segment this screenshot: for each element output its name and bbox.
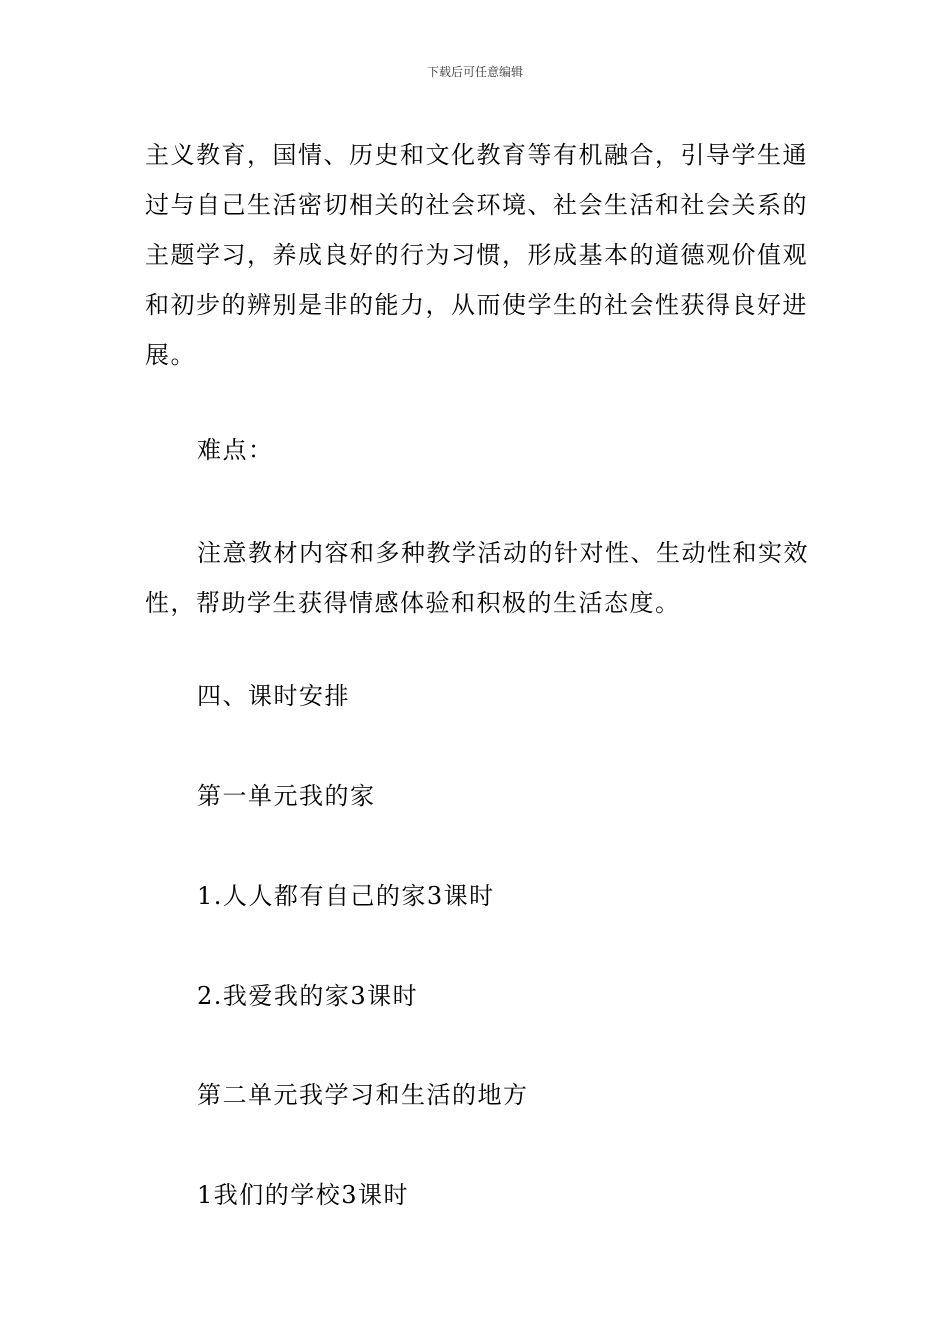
paragraph-education-goals: 主义教育，国情、历史和文化教育等有机融合，引导学生通过与自己生活密切相关的社会环境、社会生活和社会关系的主题学习，养成良好的行为习惯，形成基本的道德观价值观和初步的辨别是非的能力，从而使学生的社会性获得良好进展。 bbox=[145, 141, 808, 369]
unit-title-1: 第一单元我的家 bbox=[197, 782, 376, 810]
unit2-lesson-1: 1我们的学校3课时 bbox=[197, 1181, 410, 1209]
unit-title-2: 第二单元我学习和生活的地方 bbox=[197, 1081, 529, 1109]
difficulty-label: 难点： bbox=[197, 436, 274, 464]
paragraph-difficulty: 注意教材内容和多种教学活动的针对性、生动性和实效性，帮助学生获得情感体验和积极的生活态度。 bbox=[145, 539, 809, 617]
unit1-lesson-1: 1.人人都有自己的家3课时 bbox=[197, 882, 495, 910]
page-header: 下载后可任意编辑 bbox=[426, 65, 523, 79]
section-heading-schedule: 四、课时安排 bbox=[197, 682, 350, 710]
unit1-lesson-2: 2.我爱我的家3课时 bbox=[197, 982, 419, 1010]
